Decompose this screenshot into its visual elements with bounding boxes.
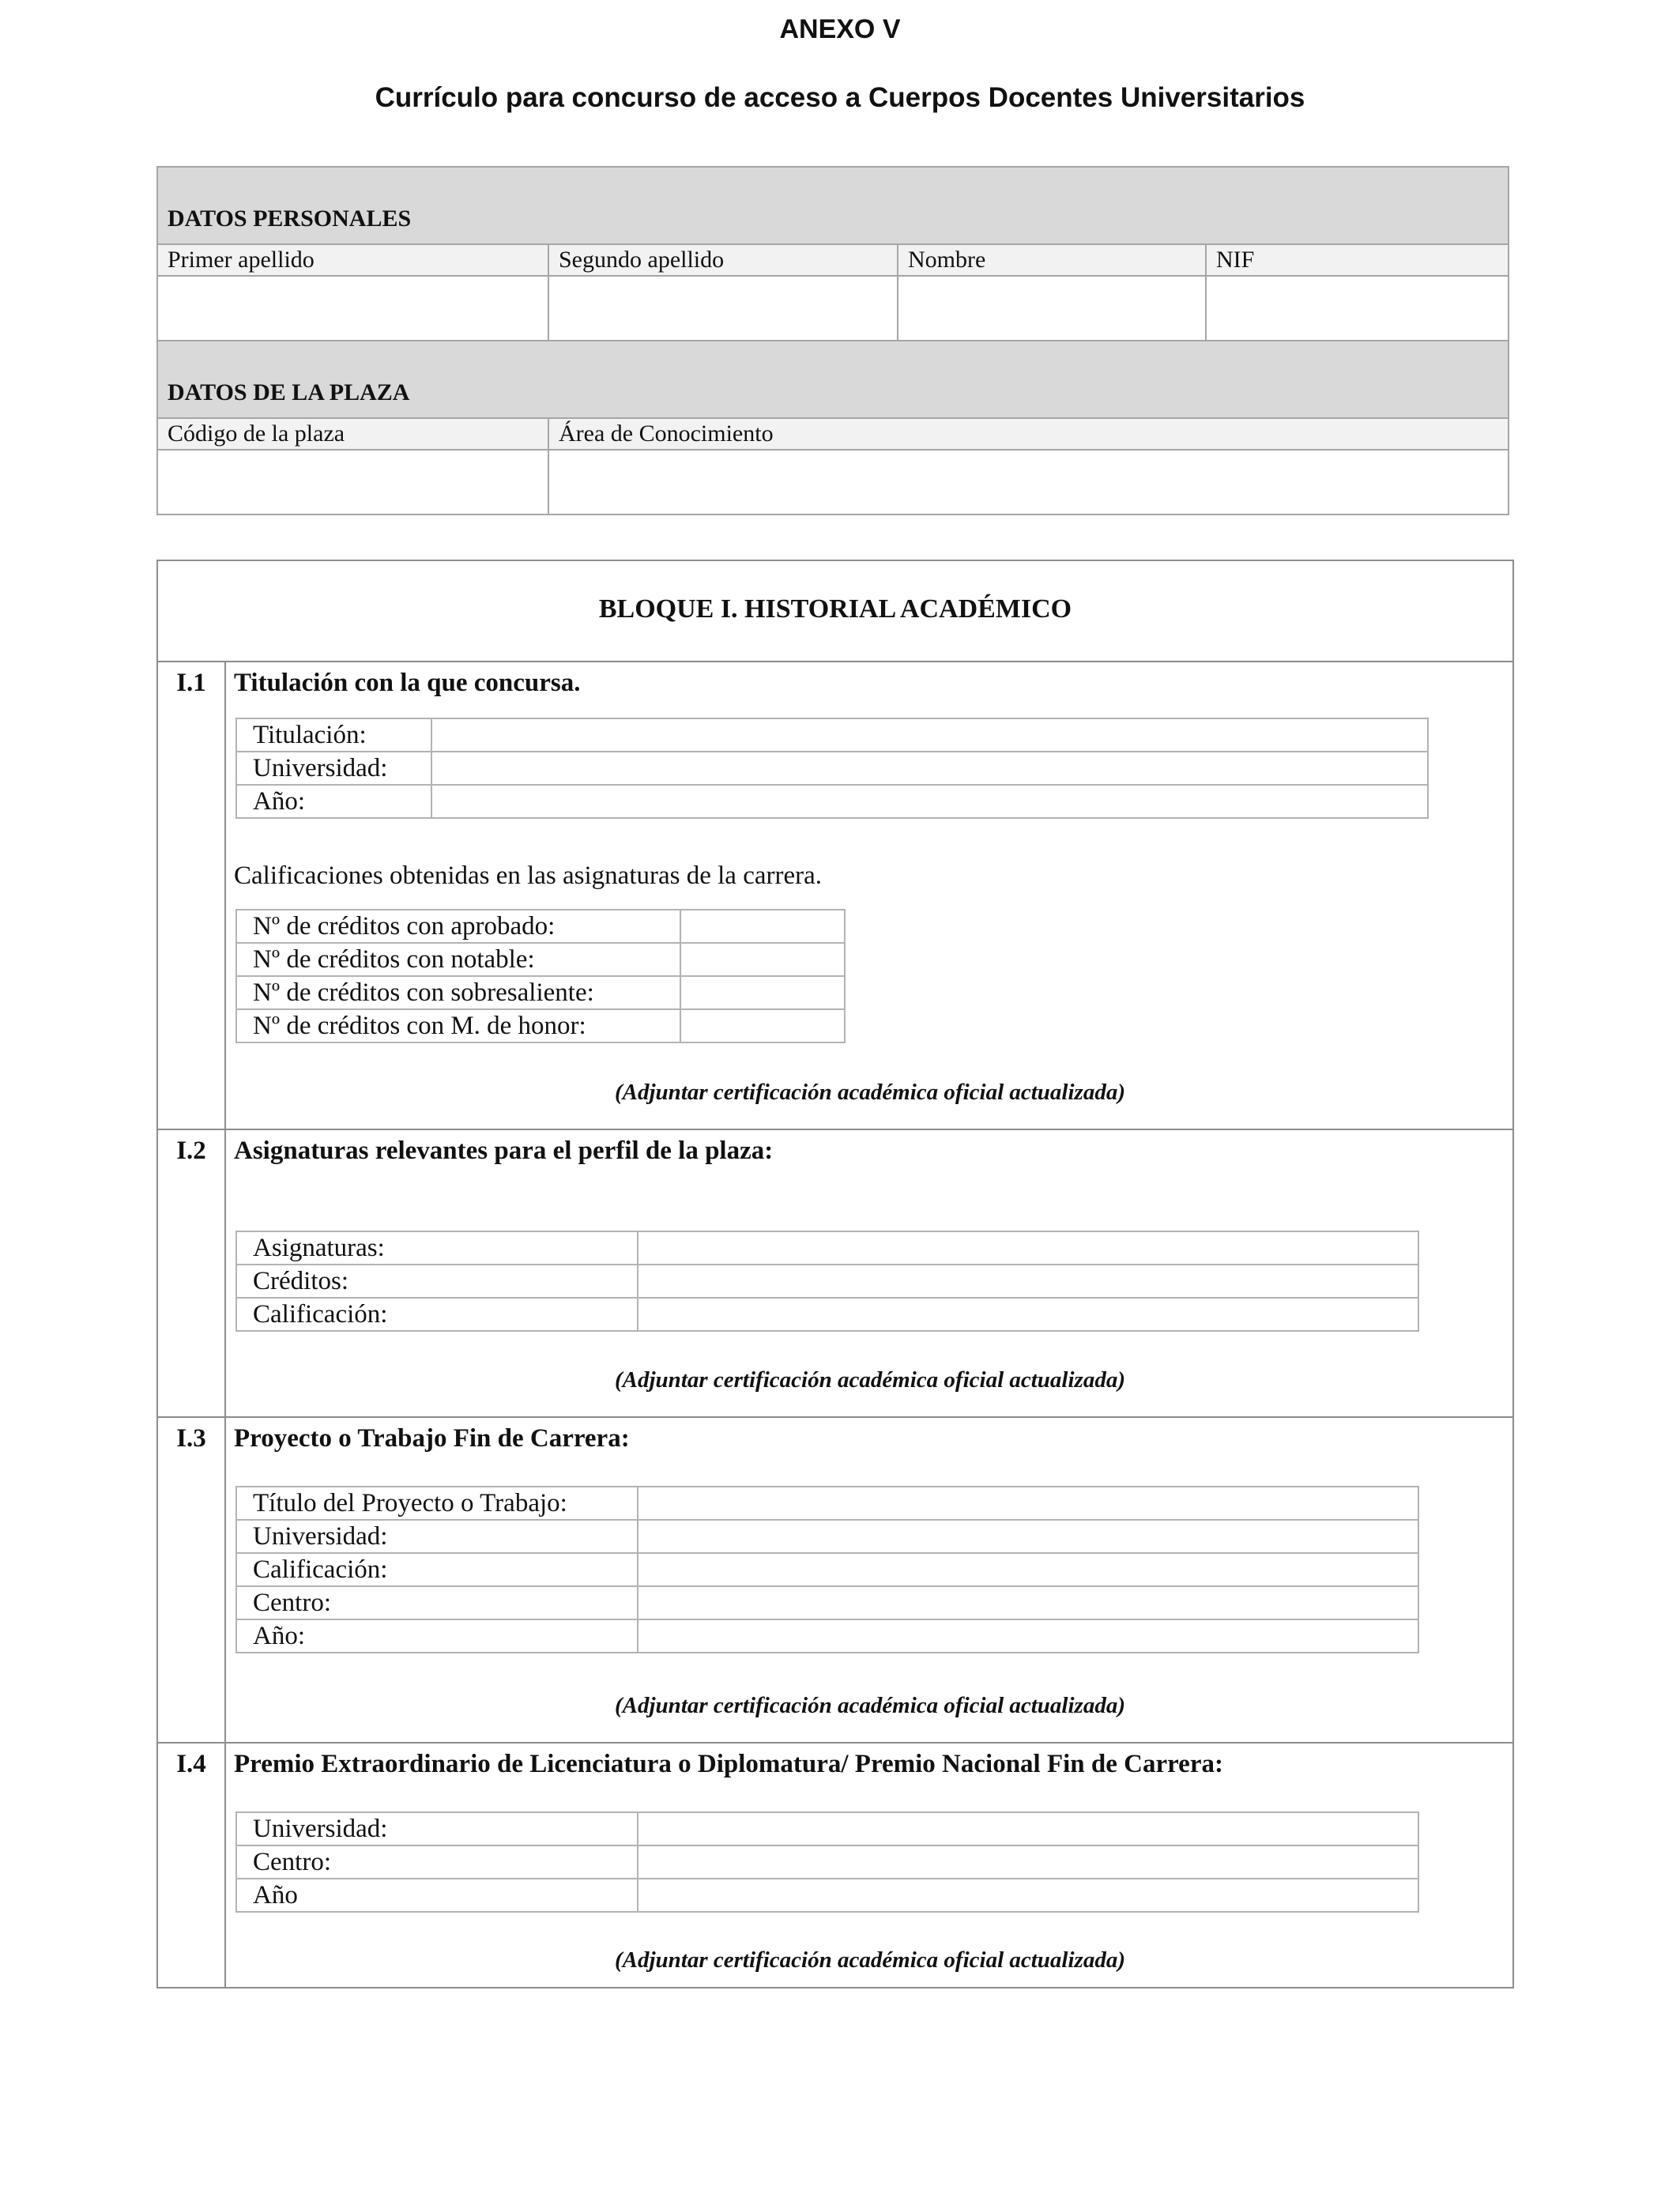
label-nombre: Nombre bbox=[898, 244, 1206, 276]
section-number: I.1 bbox=[176, 669, 206, 697]
label-area-conocimiento: Área de Conocimiento bbox=[548, 418, 1509, 450]
section-number: I.4 bbox=[176, 1750, 206, 1778]
section-title: Asignaturas relevantes para el perfil de la plaza: bbox=[234, 1137, 774, 1165]
page-subtitle: Currículo para concurso de acceso a Cuerpos Docentes Universitarios bbox=[375, 82, 1305, 113]
divider bbox=[158, 1129, 1512, 1130]
label-primer-apellido: Primer apellido bbox=[157, 244, 548, 276]
field-label: Universidad: bbox=[236, 1812, 638, 1845]
field-label: Año bbox=[236, 1879, 638, 1912]
bloque-title: BLOQUE I. HISTORIAL ACADÉMICO bbox=[598, 594, 1072, 624]
calificacion-field[interactable] bbox=[638, 1553, 1418, 1586]
ano-field[interactable] bbox=[638, 1879, 1418, 1912]
ano-field[interactable] bbox=[638, 1619, 1418, 1653]
section-title: Titulación con la que concursa. bbox=[234, 669, 581, 697]
area-conocimiento-field[interactable] bbox=[548, 450, 1509, 515]
calificacion-field[interactable] bbox=[638, 1298, 1418, 1331]
creditos-honor-field[interactable] bbox=[680, 1009, 845, 1042]
datos-personales-header: DATOS PERSONALES bbox=[157, 167, 1509, 244]
titulacion-table bbox=[235, 718, 1429, 819]
certification-note: (Adjuntar certificación académica oficial actualizada) bbox=[615, 1080, 1125, 1105]
certification-note: (Adjuntar certificación académica oficial actualizada) bbox=[615, 1947, 1125, 1973]
primer-apellido-field[interactable] bbox=[157, 276, 548, 341]
creditos-aprobado-field[interactable] bbox=[680, 910, 845, 943]
ano-field[interactable] bbox=[431, 785, 1428, 818]
field-label: Calificación: bbox=[236, 1553, 638, 1586]
field-label: Créditos: bbox=[236, 1265, 638, 1298]
field-label: Centro: bbox=[236, 1845, 638, 1879]
divider bbox=[158, 661, 1512, 662]
field-label: Año: bbox=[236, 785, 431, 818]
codigo-plaza-field[interactable] bbox=[157, 450, 548, 515]
label-nif: NIF bbox=[1206, 244, 1509, 276]
titulacion-field[interactable] bbox=[431, 718, 1428, 752]
field-label: Nº de créditos con aprobado: bbox=[236, 910, 680, 943]
field-label: Calificación: bbox=[236, 1298, 638, 1331]
asignaturas-table bbox=[235, 1231, 1419, 1332]
datos-plaza-header: DATOS DE LA PLAZA bbox=[157, 341, 1509, 418]
centro-field[interactable] bbox=[638, 1586, 1418, 1619]
field-label: Nº de créditos con sobresaliente: bbox=[236, 976, 680, 1009]
number-column-divider bbox=[224, 662, 226, 1987]
bloque-historial bbox=[156, 560, 1514, 1989]
datos-table bbox=[156, 166, 1509, 515]
field-label: Nº de créditos con M. de honor: bbox=[236, 1009, 680, 1042]
creditos-field[interactable] bbox=[638, 1265, 1418, 1298]
proyecto-table bbox=[235, 1486, 1419, 1653]
creditos-sobresaliente-field[interactable] bbox=[680, 976, 845, 1009]
field-label: Centro: bbox=[236, 1586, 638, 1619]
segundo-apellido-field[interactable] bbox=[548, 276, 898, 341]
creditos-table bbox=[235, 909, 846, 1043]
universidad-field[interactable] bbox=[431, 752, 1428, 785]
section-number: I.3 bbox=[176, 1424, 206, 1453]
centro-field[interactable] bbox=[638, 1845, 1418, 1879]
divider bbox=[158, 1742, 1512, 1744]
field-label: Universidad: bbox=[236, 752, 431, 785]
section-title: Proyecto o Trabajo Fin de Carrera: bbox=[234, 1424, 630, 1453]
certification-note: (Adjuntar certificación académica oficial actualizada) bbox=[615, 1693, 1125, 1718]
nif-field[interactable] bbox=[1206, 276, 1509, 341]
titulo-proyecto-field[interactable] bbox=[638, 1487, 1418, 1520]
field-label: Nº de créditos con notable: bbox=[236, 943, 680, 976]
nombre-field[interactable] bbox=[898, 276, 1206, 341]
universidad-field[interactable] bbox=[638, 1520, 1418, 1553]
section-number: I.2 bbox=[176, 1137, 206, 1165]
field-label: Universidad: bbox=[236, 1520, 638, 1553]
certification-note: (Adjuntar certificación académica oficial actualizada) bbox=[615, 1367, 1125, 1393]
premio-table bbox=[235, 1811, 1419, 1913]
field-label: Titulación: bbox=[236, 718, 431, 752]
section-title: Premio Extraordinario de Licenciatura o Diplomatura/ Premio Nacional Fin de Carrera: bbox=[234, 1750, 1223, 1778]
asignaturas-field[interactable] bbox=[638, 1231, 1418, 1265]
creditos-notable-field[interactable] bbox=[680, 943, 845, 976]
label-segundo-apellido: Segundo apellido bbox=[548, 244, 898, 276]
divider bbox=[158, 1416, 1512, 1418]
field-label: Asignaturas: bbox=[236, 1231, 638, 1265]
calificaciones-title: Calificaciones obtenidas en las asignaturas de la carrera. bbox=[234, 861, 822, 890]
universidad-field[interactable] bbox=[638, 1812, 1418, 1845]
label-codigo-plaza: Código de la plaza bbox=[157, 418, 548, 450]
annex-title: ANEXO V bbox=[779, 14, 901, 44]
field-label: Título del Proyecto o Trabajo: bbox=[236, 1487, 638, 1520]
field-label: Año: bbox=[236, 1619, 638, 1653]
